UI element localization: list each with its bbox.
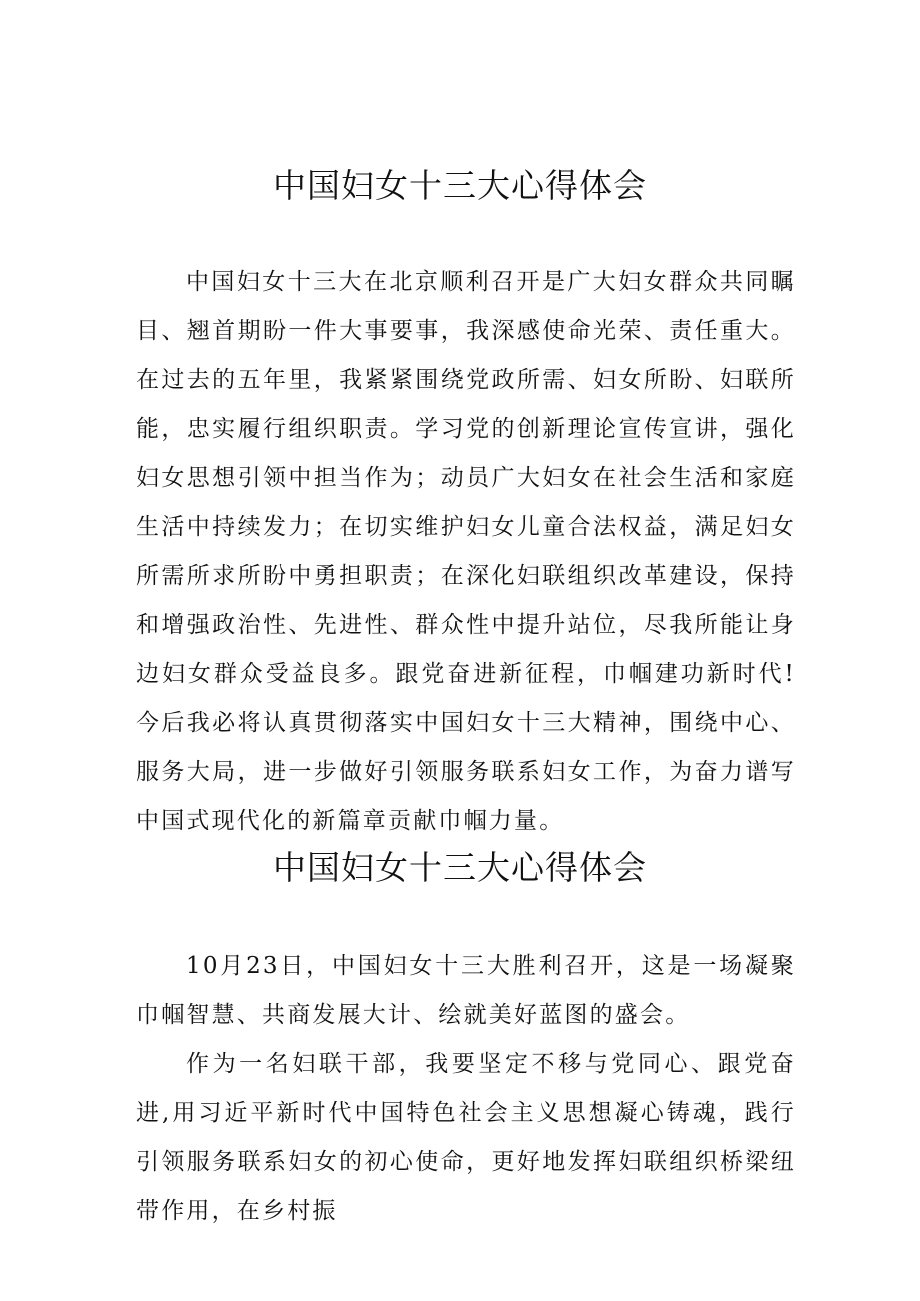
body-paragraph: 10月23日，中国妇女十三大胜利召开，这是一场凝聚巾帼智慧、共商发展大计、绘就美好蓝图的盛会。: [136, 953, 796, 1028]
section-title: 中国妇女十三大心得体会: [273, 166, 647, 205]
section-title: 中国妇女十三大心得体会: [273, 848, 647, 887]
body-paragraph: 中国妇女十三大在北京顺利召开是广大妇女群众共同瞩目、翘首期盼一件大事要事，我深感使命光荣、责任重大。在过去的五年里，我紧紧围绕党政所需、妇女所盼、妇联所能，忠实履行组织职责。学习党的创新理论宣传宣讲，强化妇女思想引领中担当作为；动员广大妇女在社会生活和家庭生活中持续发力；在切实维护妇女儿童合法权益，满足妇女所需所求所盼中勇担职责；在深化妇联组织改革建设，保持和增强政治性、先进性、群众性中提升站位，尽我所能让身边妇女群众受益良多。跟党奋进新征程，巾帼建功新时代!今后我必将认真贯彻落实中国妇女十三大精神，围绕中心、服务大局，进一步做好引领服务联系妇女工作，为奋力谱写中国式现代化的新篇章贡献巾帼力量。: [136, 269, 796, 834]
body-paragraph: 作为一名妇联干部，我要坚定不移与党同心、跟党奋进,用习近平新时代中国特色社会主义思想凝心铸魂，践行引领服务联系妇女的初心使命，更好地发挥妇联组织桥梁纽带作用，在乡村振: [136, 1051, 796, 1224]
